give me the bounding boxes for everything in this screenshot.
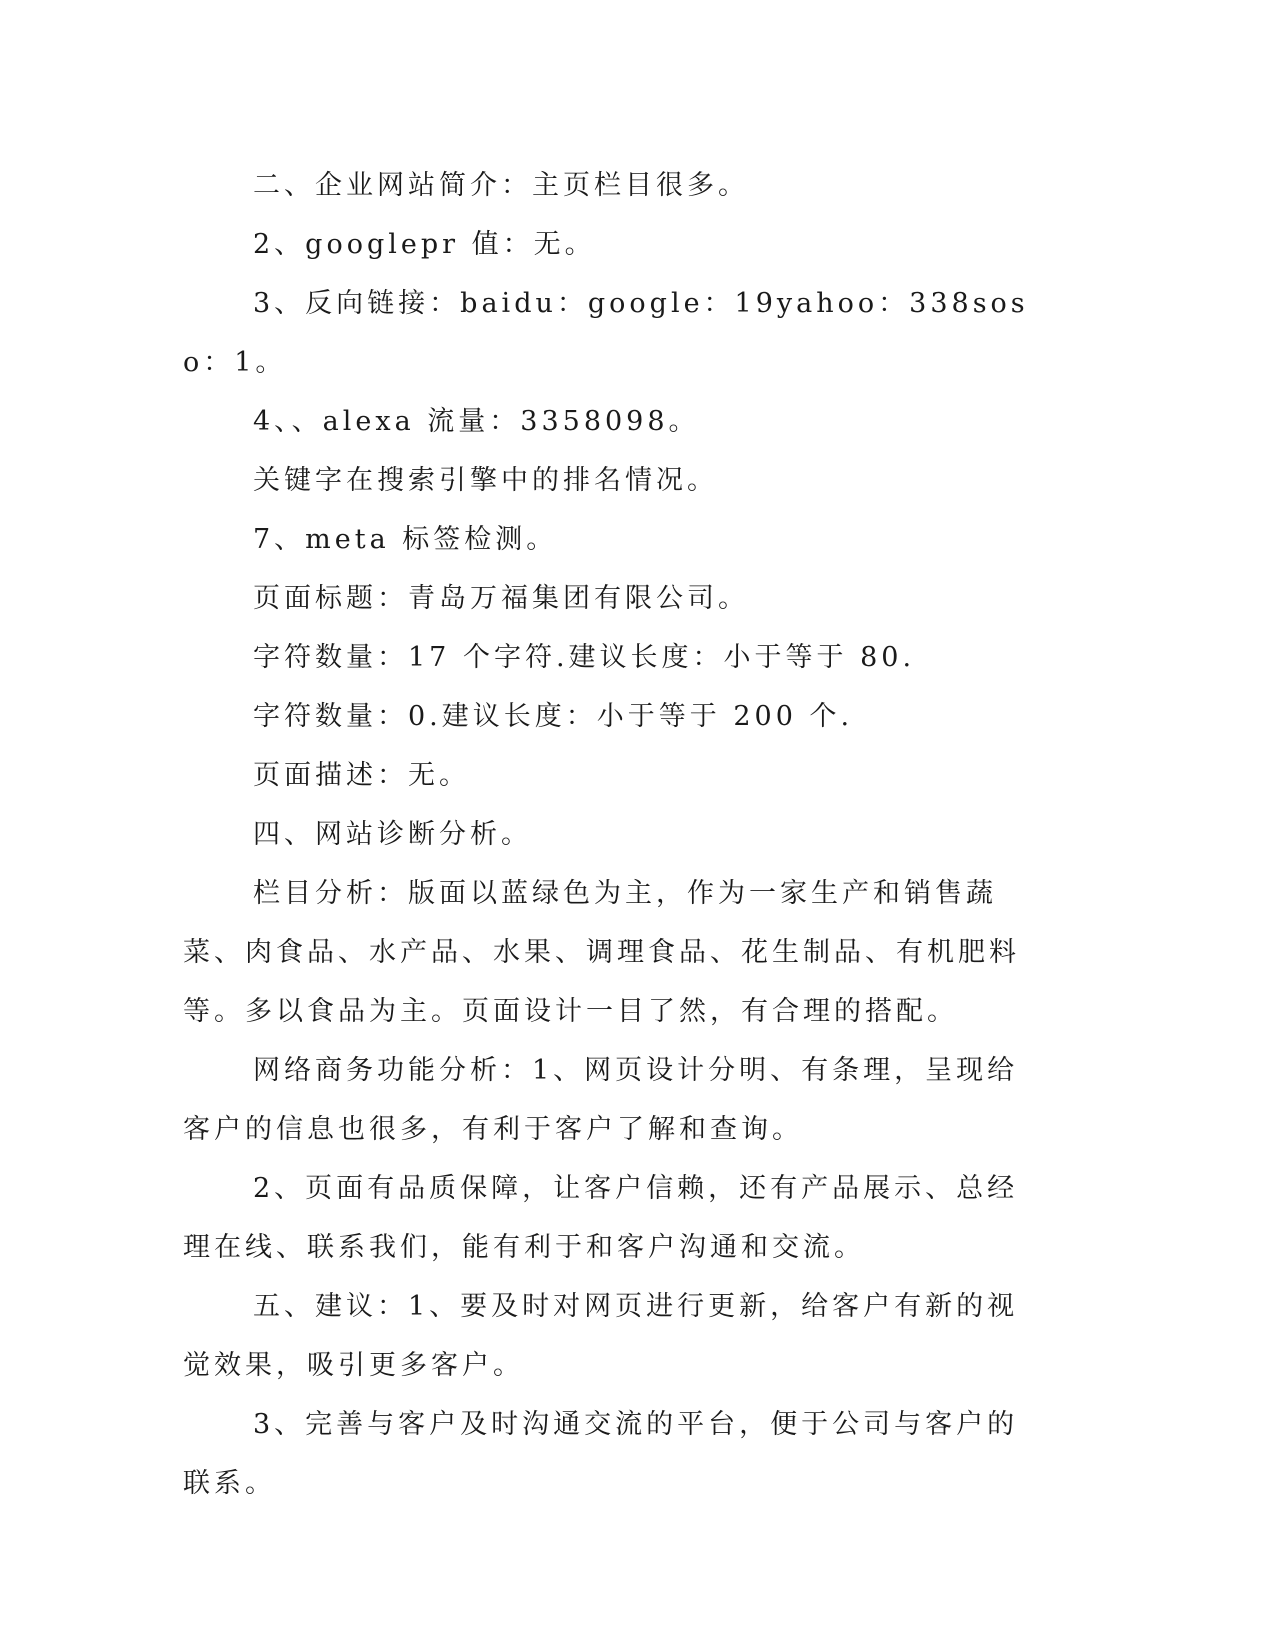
paragraph: 网络商务功能分析：1、网页设计分明、有条理，呈现给客户的信息也很多，有利于客户了解和查询。 xyxy=(183,1055,1019,1145)
paragraph: 3、完善与客户及时沟通交流的平台，便于公司与客户的联系。 xyxy=(183,1409,1019,1499)
paragraph: 四、网站诊断分析。 xyxy=(253,819,532,850)
paragraph: 字符数量：0.建议长度：小于等于 200 个. xyxy=(253,701,854,732)
paragraph: 3、反向链接：baidu：google：19yahoo：338soso：1。 xyxy=(183,288,1029,378)
paragraph: 页面描述：无。 xyxy=(253,760,470,791)
paragraph: 栏目分析：版面以蓝绿色为主，作为一家生产和销售蔬菜、肉食品、水产品、水果、调理食品、花生制品、有机肥料等。多以食品为主。页面设计一目了然，有合理的搭配。 xyxy=(183,878,1020,1027)
paragraph: 2、googlepr 值：无。 xyxy=(253,229,596,260)
paragraph: 字符数量：17 个字符.建议长度：小于等于 80. xyxy=(253,642,916,673)
paragraph: 页面标题：青岛万福集团有限公司。 xyxy=(253,583,749,614)
paragraph: 关键字在搜索引擎中的排名情况。 xyxy=(253,465,718,496)
paragraph: 4、、alexa 流量：3358098。 xyxy=(253,406,700,437)
paragraph: 2、页面有品质保障，让客户信赖，还有产品展示、总经理在线、联系我们，能有利于和客户沟通和交流。 xyxy=(183,1173,1019,1263)
paragraph: 二、企业网站简介：主页栏目很多。 xyxy=(253,170,749,201)
document-body xyxy=(183,156,1043,1513)
paragraph: 五、建议：1、要及时对网页进行更新，给客户有新的视觉效果，吸引更多客户。 xyxy=(183,1291,1019,1381)
paragraph: 7、meta 标签检测。 xyxy=(253,524,558,555)
